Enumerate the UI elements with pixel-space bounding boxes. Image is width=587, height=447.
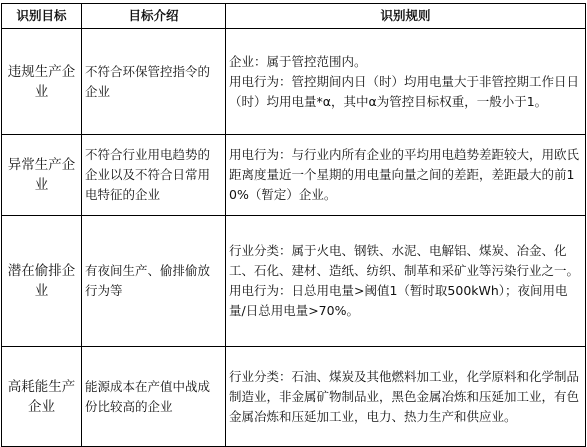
rules-cell [226,347,586,447]
intro-cell: 有夜间生产、偷排偷放行为等 [82,216,226,347]
rule-line: 用电行为：日总用电量>阈值1（暂时取500kWh）；夜间用电量/日总用电量>70%。 [229,283,568,318]
rules-cell [226,135,586,216]
table-header-row [2,4,586,29]
table-row [2,347,586,447]
rules-cell [226,29,586,135]
rules-cell [226,216,586,347]
intro-cell: 能源成本在产值中战成份比较高的企业 [82,347,226,447]
target-cell: 高耗能生产企业 [2,347,82,447]
table-row [2,135,586,216]
rule-line: 行业分类：石油、煤炭及其他燃料加工业，化学原料和化学制品制造业，非金属矿物制品业，黑色金属冶炼和压延加工业，有色金属冶炼和压延加工业，电力、热力生产和供应业。 [229,368,580,424]
header-intro: 目标介绍 [82,4,226,29]
rule-line: 企业：属于管控范围内。 [229,53,367,69]
target-cell: 潜在偷排企业 [2,216,82,347]
table-row [2,216,586,347]
rule-line: 用电行为：管控期间内日（时）均用电量大于非管控期工作日日（时）均用电量*α，其中α为管控目标权重，一般小于1。 [229,73,580,109]
table-row [2,29,586,135]
intro-cell: 不符合环保管控指令的企业 [82,29,226,135]
rule-line: 行业分类：属于火电、钢铁、水泥、电解铝、煤炭、冶金、化工、石化、建材、造纸、纺织、制革和采矿业等污染行业之一。 [229,243,580,278]
header-rules: 识别规则 [226,4,586,29]
target-cell: 违规生产企业 [2,29,82,135]
target-cell: 异常生产企业 [2,135,82,216]
header-target: 识别目标 [2,4,82,29]
rule-line: 用电行为：与行业内所有企业的平均用电趋势差距较大，用欧氏距离度量近一个星期的用电量向量之间的差距，差距最大的前10%（暂定）企业。 [229,147,580,202]
intro-cell: 不符合行业用电趋势的企业以及不符合日常用电特征的企业 [82,135,226,216]
rules-table [1,3,586,447]
